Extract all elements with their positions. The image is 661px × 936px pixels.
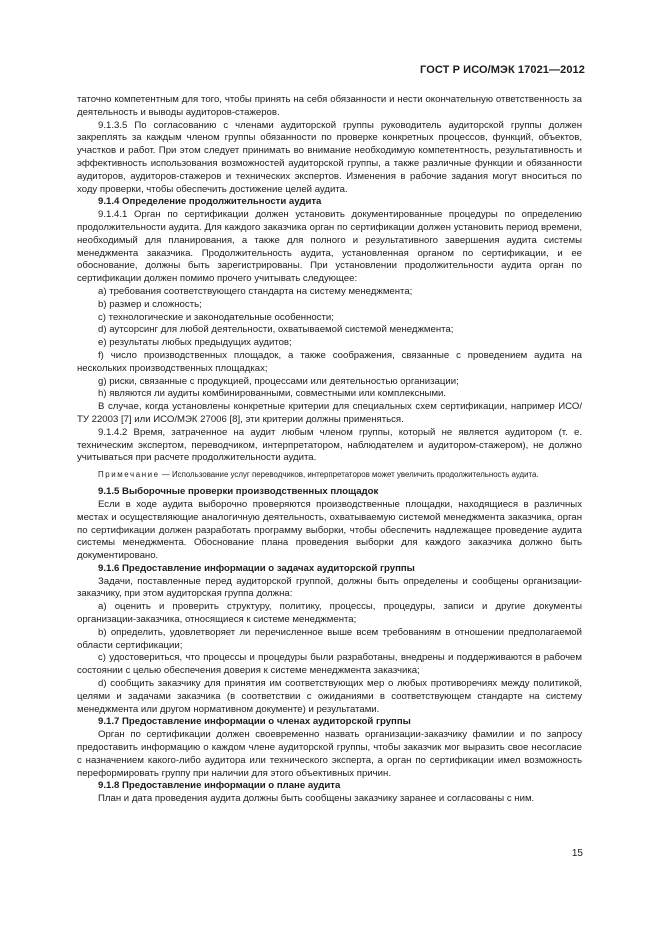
paragraph: 9.1.4.2 Время, затраченное на аудит любым членом группы, который не является аудитором (т. е. техническим экспертом, переводчиком, интерпретатором, наблюдателем и аудитором-стажером), не должно учитываться при расчете продолжительности аудита. [77, 426, 582, 464]
paragraph: Если в ходе аудита выборочно проверяются производственные площадки, находящиеся в различных местах и осуществляющие аналогичную деятельность, охватываемую системой менеджмента заказчика, орган по сертификации должен разработать программу выборки, чтобы обеспечить надлежащее проведение аудита системы менеджмента. Обоснование плана проведения выборки для каждого заказчика должно быть документировано. [77, 498, 582, 562]
section-title: Предоставление информации о плане аудита [122, 780, 341, 792]
list-item: f) число производственных площадок, а также соображения, связанные с проведением аудита на нескольких производственных площадках; [77, 349, 582, 374]
section-number: 9.1.4 [98, 196, 120, 208]
list-item: e) результаты любых предыдущих аудитов; [98, 337, 292, 349]
list-item: а) оценить и проверить структуру, политику, процессы, процедуры, записи и другие документы организации-заказчика, относящиеся к системе менеджмента; [77, 601, 582, 626]
paragraph: Орган по сертификации должен своевременно назвать организации-заказчику фамилии и по запросу предоставить информацию о каждом члене аудиторской группы, чтобы заказчик мог выразить свое несогласие с назначением какого-либо аудитора или технического эксперта, а орган по сертификации имел возможность переформировать группу при наличии для этого объективных причин. [77, 729, 582, 779]
section-heading-9-1-6 [77, 563, 582, 576]
note-label: Примечание [98, 470, 160, 480]
section-number: 9.1.5 [98, 486, 120, 498]
section-title: Предоставление информации о членах аудиторской группы [122, 716, 411, 728]
list-item: c) технологические и законодательные особенности; [98, 311, 334, 323]
paragraph: таточно компетентным для того, чтобы принять на себя обязанности и нести окончательную ответственность за деятельность и выводы аудиторов-стажеров. [77, 94, 582, 118]
list-item: а) требования соответствующего стандарта на систему менеджмента; [98, 285, 413, 297]
section-heading-9-1-4 [77, 196, 582, 209]
note-text: — Использование услуг переводчиков, интерпретаторов может увеличить продолжительность аудита. [161, 470, 539, 480]
section-title: Предоставление информации о задачах аудиторской группы [122, 562, 415, 574]
page-number: 15 [571, 848, 583, 859]
list-item: b) размер и сложность; [98, 298, 202, 310]
section-heading-9-1-5 [77, 486, 582, 499]
section-number: 9.1.8 [98, 780, 120, 792]
list-item: c) удостовериться, что процессы и процедуры были разработаны, внедрены и поддерживаются в рабочем состоянии с целью обеспечения доверия к системе менеджмента заказчика; [77, 652, 582, 677]
section-number: 9.1.6 [98, 562, 120, 574]
section-title: Определение продолжительности аудита [122, 196, 322, 208]
document-body [77, 94, 582, 806]
paragraph: 9.1.3.5 По согласованию с членами аудиторской группы руководитель аудиторской группы должен закреплять за каждым членом группы обязанности по проверке конкретных процессов, функций, объектов, участков и работ. При этом следует принимать во внимание необходимую компетентность, результативность и эффективность использования возможностей аудиторской группы, а также различные функции и обязанности аудиторов, аудиторов-стажеров и технических экспертов. Изменения в рабочие задания могут вноситься по ходу проверки, чтобы обеспечить достижение целей аудита. [77, 119, 582, 195]
paragraph: План и дата проведения аудита должны быть сообщены заказчику заранее и согласованы с ним. [98, 793, 535, 805]
paragraph: 9.1.4.1 Орган по сертификации должен установить документированные процедуры по определению продолжительности аудита. Для каждого заказчика орган по сертификации должен установить период времени, необходимый для планирования, а также для полного и результативного завершения аудита системы менеджмента заказчика. Продолжительность аудита, установленная органом по сертификации, и ее обоснование, должны быть зарегистрированы. При установлении продолжительности аудита орган по сертификации должен помимо прочего учитывать следующее: [77, 209, 582, 285]
paragraph: В случае, когда установлены конкретные критерии для специальных схем сертификации, например ИСО/ТУ 22003 [7] или ИСО/МЭК 27006 [8], эти критерии должны применяться. [77, 401, 582, 425]
paragraph: Задачи, поставленные перед аудиторской группой, должны быть определены и сообщены организации-заказчику, при этом аудиторская группа должна: [77, 575, 582, 600]
list-item: d) сообщить заказчику для принятия им соответствующих мер о любых противоречиях между политикой, целями и задачами заказчика (в соответствии с ожиданиями в соответствующем стандарте на систему менеджмента или другом нормативном документе) и результатами. [77, 678, 582, 715]
section-title: Выборочные проверки производственных площадок [122, 486, 379, 498]
list-item: b) определить, удовлетворяет ли перечисленное выше всем требованиям в отношении предполагаемой области сертификации; [77, 626, 582, 651]
section-heading-9-1-7 [77, 716, 582, 729]
list-item: d) аутсорсинг для любой деятельности, охватываемой системой менеджмента; [98, 324, 454, 336]
section-number: 9.1.7 [98, 716, 120, 728]
section-heading-9-1-8 [77, 780, 582, 793]
list-item: h) являются ли аудиты комбинированными, совместными или комплексными. [98, 388, 447, 400]
note [77, 469, 582, 480]
document-header: ГОСТ Р ИСО/МЭК 17021—2012 [420, 64, 585, 76]
list-item: g) риски, связанные с продукцией, процессами или деятельностью организации; [98, 375, 459, 387]
